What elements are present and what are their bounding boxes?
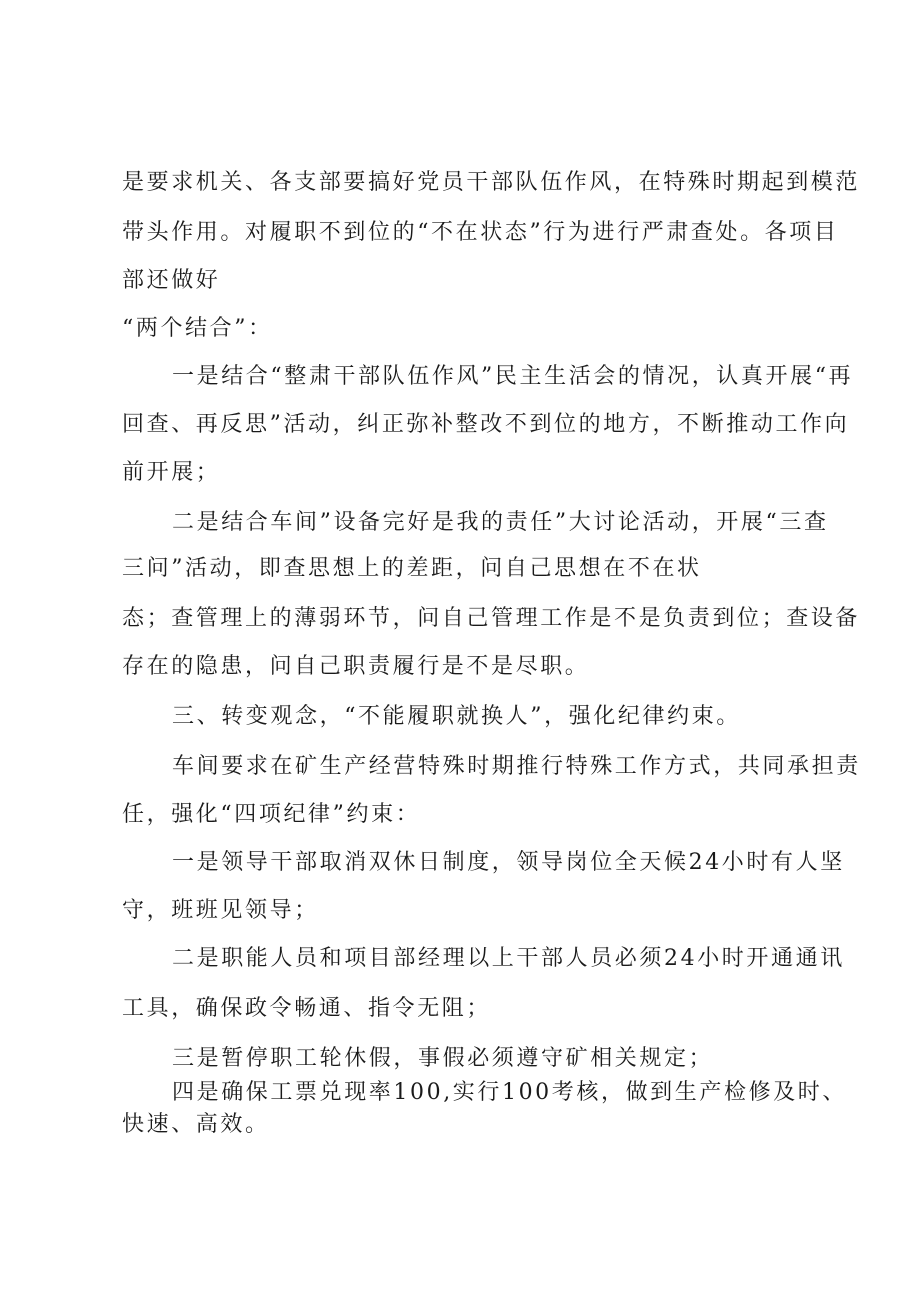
text-line-20: 四是确保工票兑现率100,实行100考核，做到生产检修及时、 xyxy=(172,1080,847,1105)
text-line-8: 二是结合车间”设备完好是我的责任”大讨论活动，开展“三查 xyxy=(172,510,829,535)
text-line-5: 一是结合“整肃干部队伍作风”民主生活会的情况，认真开展“再 xyxy=(172,364,854,389)
text-line-15: 一是领导干部取消双休日制度，领导岗位全天候24小时有人坚 xyxy=(172,850,845,875)
text-line-12: 三、转变观念，“不能履职就换人”，强化纪律约束。 xyxy=(172,704,741,729)
text-line-6: 回查、再反思”活动，纠正弥补整改不到位的地方，不断推动工作向 xyxy=(122,412,850,437)
text-line-16: 守，班班见领导； xyxy=(122,898,319,923)
text-line-13: 车间要求在矿生产经营特殊时期推行特殊工作方式，共同承担责 xyxy=(172,754,861,779)
text-line-1: 是要求机关、各支部要搞好党员干部队伍作风，在特殊时期起到模范 xyxy=(122,170,861,195)
text-line-21: 快速、高效。 xyxy=(122,1112,270,1137)
text-line-2: 带头作用。对履职不到位的“不在状态”行为进行严肃查处。各项目 xyxy=(122,220,839,245)
text-line-4: “两个结合”： xyxy=(122,316,273,341)
text-line-7: 前开展； xyxy=(122,460,221,485)
text-line-19: 三是暂停职工轮休假，事假必须遵守矿相关规定； xyxy=(172,1046,714,1071)
text-line-10: 态；查管理上的薄弱环节，问自己管理工作是不是负责到位；查设备 xyxy=(122,606,861,631)
text-line-17: 二是职能人员和项目部经理以上干部人员必须24小时开通通讯 xyxy=(172,946,845,971)
text-line-14: 任，强化“四项纪律”约束： xyxy=(122,802,421,827)
text-line-18: 工具，确保政令畅通、指令无阻； xyxy=(122,996,492,1021)
text-line-11: 存在的隐患，问自己职责履行是不是尽职。 xyxy=(122,654,590,679)
text-line-3: 部还做好 xyxy=(122,268,221,293)
text-line-9: 三问”活动，即查思想上的差距，问自己思想在不在状 xyxy=(122,556,702,581)
